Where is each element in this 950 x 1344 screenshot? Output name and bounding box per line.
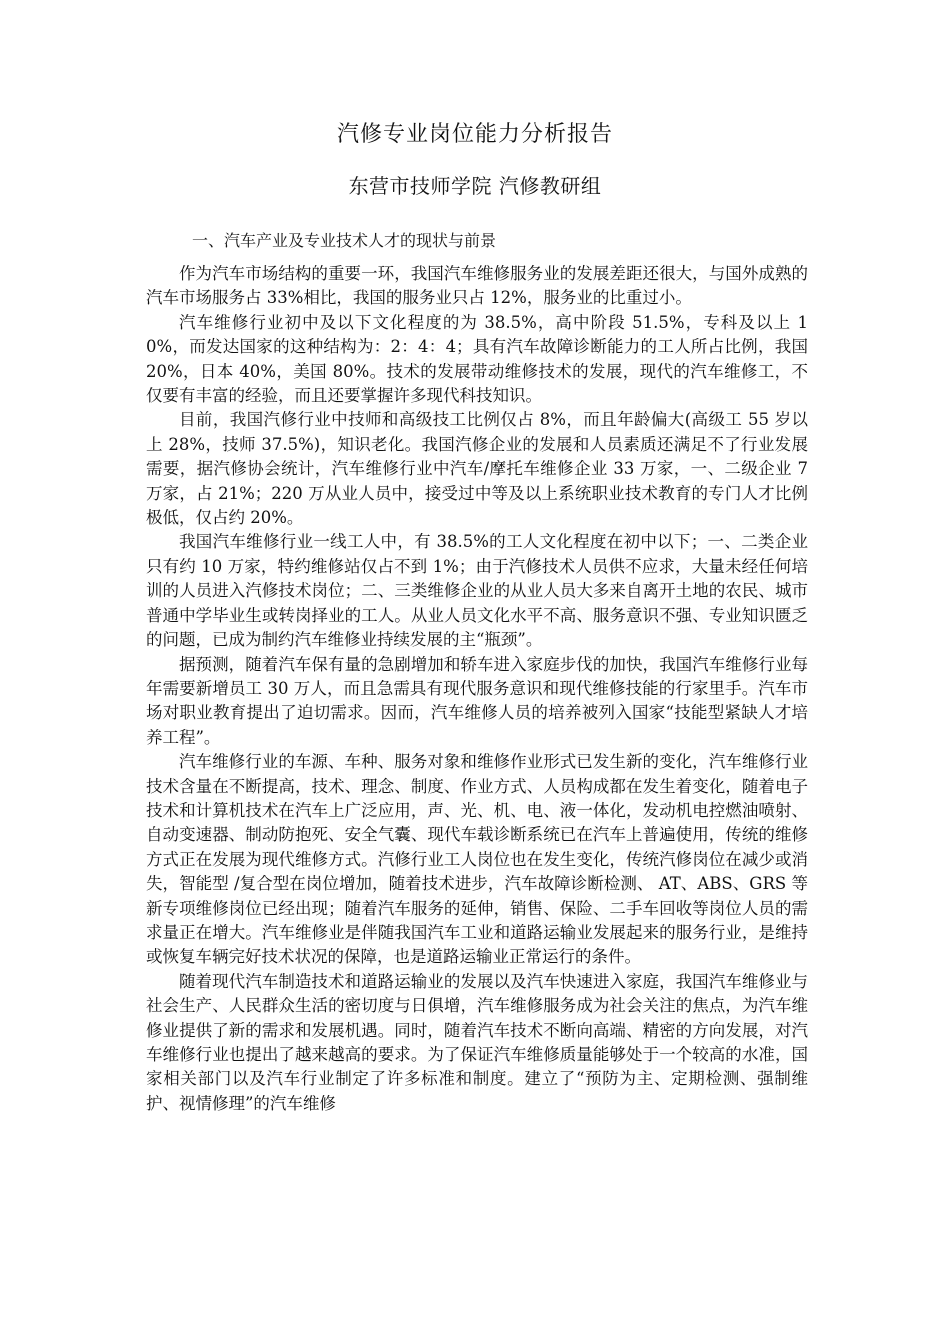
paragraph: 汽车维修行业初中及以下文化程度的为 38.5%，高中阶段 51.5%，专科及以上 10%，而发达国家的这种结构为：2：4：4；具有汽车故障诊断能力的工人所占比例，我国 20%，日本 40%，美国 80%。技术的发展带动维修技术的发展，现代的汽车维修工，不仅要有丰富的经验，而且还要掌握许多现代科技知识。 bbox=[146, 312, 808, 406]
paragraph: 我国汽车维修行业一线工人中，有 38.5%的工人文化程度在初中以下；一、二类企业只有约 10 万家，特约维修站仅占不到 1%；由于汽修技术人员供不应求，大量未经任何培训的人员进入汽修技术岗位；二、三类维修企业的从业人员大多来自离开土地的农民、城市普通中学毕业生或转岗择业的工人。从业人员文化水平不高、服务意识不强、专业知识匮乏的问题，已成为制约汽车维修业持续发展的主“瓶颈”。 bbox=[146, 532, 808, 650]
paragraph: 据预测，随着汽车保有量的急剧增加和轿车进入家庭步伐的加快，我国汽车维修行业每年需要新增员工 30 万人，而且急需具有现代服务意识和现代维修技能的行家里手。汽车市场对职业教育提出了迫切需求。因而，汽车维修人员的培养被列入国家“技能型紧缺人才培养工程”。 bbox=[146, 654, 808, 747]
document-body bbox=[146, 262, 808, 1116]
section-heading: 一、汽车产业及专业技术人才的现状与前景 bbox=[192, 231, 497, 250]
document-title: 汽修专业岗位能力分析报告 bbox=[336, 122, 613, 147]
paragraph: 随着现代汽车制造技术和道路运输业的发展以及汽车快速进入家庭，我国汽车维修业与社会生产、人民群众生活的密切度与日俱增，汽车维修服务成为社会关注的焦点，为汽车维修业提供了新的需求和发展机遇。同时，随着汽车技术不断向高端、精密的方向发展，对汽车维修行业也提出了越来越高的要求。为了保证汽车维修质量能够处于一个较高的水准，国家相关部门以及汽车行业制定了许多标准和制度。建立了“预防为主、定期检测、强制维护、视情修理”的汽车维修 bbox=[146, 971, 808, 1113]
document-subtitle: 东营市技师学院 汽修教研组 bbox=[348, 174, 602, 198]
paragraph: 作为汽车市场结构的重要一环，我国汽车维修服务业的发展差距还很大，与国外成熟的汽车市场服务占 33%相比，我国的服务业只占 12%，服务业的比重过小。 bbox=[146, 264, 808, 308]
paragraph: 目前，我国汽修行业中技师和高级技工比例仅占 8%，而且年龄偏大(高级工 55 岁以上 28%，技师 37.5%)，知识老化。我国汽修企业的发展和人员素质还满足不了行业发展需要，据汽修协会统计，汽车维修行业中汽车/摩托车维修企业 33 万家，一、二级企业 7 万家，占 21%；220 万从业人员中，接受过中等及以上系统职业技术教育的专门人才比例极低，仅占约 20%。 bbox=[146, 410, 808, 528]
paragraph: 汽车维修行业的车源、车种、服务对象和维修作业形式已发生新的变化，汽车维修行业技术含量在不断提高，技术、理念、制度、作业方式、人员构成都在发生着变化，随着电子技术和计算机技术在汽车上广泛应用，声、光、机、电、液一体化，发动机电控燃油喷射、自动变速器、制动防抱死、安全气囊、现代车载诊断系统已在汽车上普遍使用，传统的维修方式正在发展为现代维修方式。汽修行业工人岗位也在发生变化，传统汽修岗位在减少或消失，智能型 /复合型在岗位增加，随着技术进步，汽车故障诊断检测、 AT、ABS、GRS 等新专项维修岗位已经出现；随着汽车服务的延伸，销售、保险、二手车回收等岗位人员的需求量正在增大。汽车维修业是伴随我国汽车工业和道路运输业发展起来的服务行业，是维持或恢复车辆完好技术状况的保障，也是道路运输业正常运行的条件。 bbox=[146, 752, 808, 967]
